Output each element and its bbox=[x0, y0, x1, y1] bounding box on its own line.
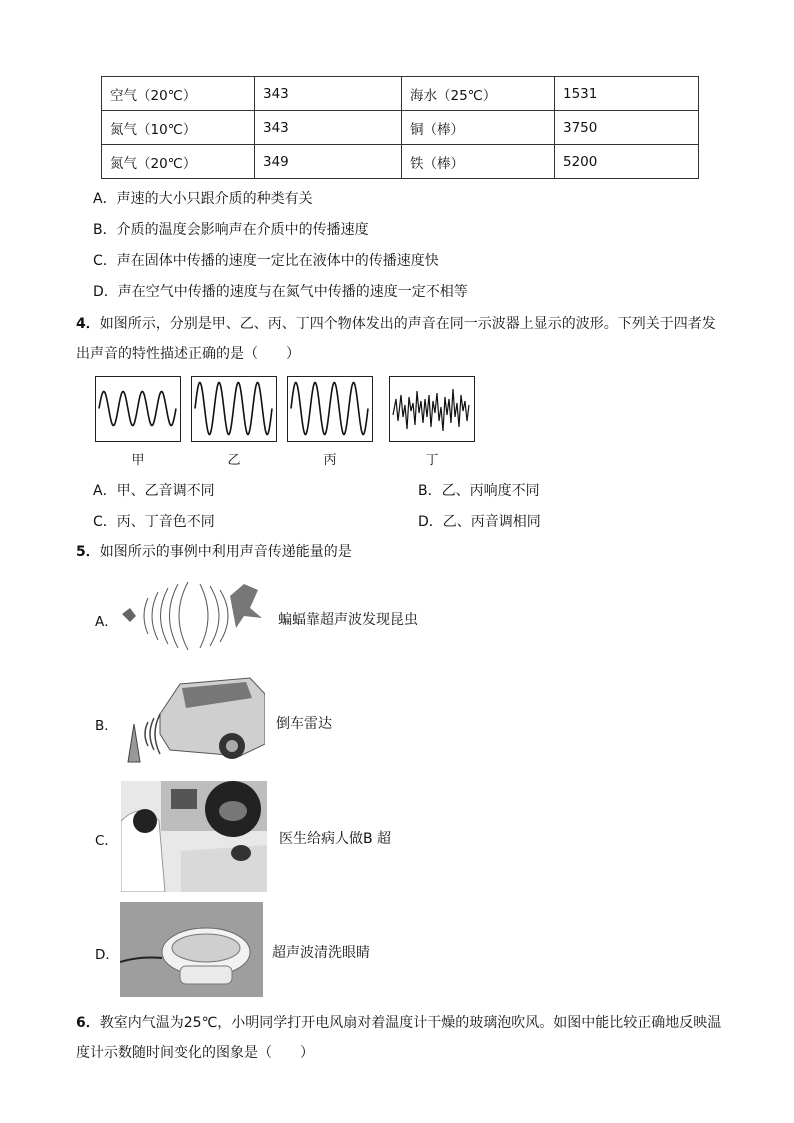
q3-option-d: D．声在空气中传播的速度与在氮气中传播的速度一定不相等 bbox=[93, 284, 468, 300]
q5-text: 如图所示的事例中利用声音传递能量的是 bbox=[99, 544, 352, 560]
table-row bbox=[102, 145, 699, 179]
q5-option-d-letter: D． bbox=[95, 947, 119, 963]
q5-stem bbox=[76, 541, 352, 561]
q5-option-c-letter: C． bbox=[95, 833, 118, 849]
table-cell: 氮气（10℃） bbox=[102, 111, 255, 145]
q6-stem-line1 bbox=[76, 1012, 721, 1032]
table-cell: 343 bbox=[255, 77, 402, 111]
table-cell: 海水（25℃） bbox=[402, 77, 555, 111]
q5-option-c-caption: 医生给病人做B 超 bbox=[279, 831, 392, 847]
q5-option-b-letter: B． bbox=[95, 718, 118, 734]
q3-option-b: B．介质的温度会影响声在介质中的传播速度 bbox=[93, 222, 369, 238]
q5-option-a-caption: 蝙蝠靠超声波发现昆虫 bbox=[278, 612, 418, 628]
q4-option-b: B．乙、丙响度不同 bbox=[418, 483, 540, 499]
question-number: 4． bbox=[76, 316, 100, 332]
question-number: 6． bbox=[76, 1015, 100, 1031]
waveform-ding bbox=[389, 376, 475, 442]
reversing-radar-image bbox=[120, 674, 265, 770]
q3-option-a: A．声速的大小只跟介质的种类有关 bbox=[93, 191, 313, 207]
table-cell: 343 bbox=[255, 111, 402, 145]
waveform-label-ding: 丁 bbox=[425, 453, 439, 468]
b-ultrasound-image bbox=[121, 781, 267, 892]
question-number: 5． bbox=[76, 544, 100, 560]
waveform-label-yi: 乙 bbox=[227, 453, 241, 468]
table-cell: 铜（棒） bbox=[402, 111, 555, 145]
q5-option-d-caption: 超声波清洗眼睛 bbox=[272, 945, 370, 961]
ultrasonic-cleaner-image bbox=[120, 902, 263, 997]
waveform-yi bbox=[191, 376, 277, 442]
table-row bbox=[102, 111, 699, 145]
q4-option-c: C．丙、丁音色不同 bbox=[93, 514, 215, 530]
table-cell: 349 bbox=[255, 145, 402, 179]
waveform-jia bbox=[95, 376, 181, 442]
q6-stem-line2: 度计示数随时间变化的图象是（ ） bbox=[76, 1045, 314, 1061]
q5-option-b-caption: 倒车雷达 bbox=[276, 716, 332, 732]
bat-ultrasound-image bbox=[118, 578, 266, 654]
table-cell: 铁（棒） bbox=[402, 145, 555, 179]
q5-option-a-letter: A． bbox=[95, 614, 118, 630]
sound-speed-table bbox=[101, 76, 699, 179]
q4-option-d: D．乙、丙音调相同 bbox=[418, 514, 541, 530]
q4-text: 如图所示，分别是甲、乙、丙、丁四个物体发出的声音在同一示波器上显示的波形。下列关于四者发 bbox=[99, 316, 716, 332]
table-cell: 空气（20℃） bbox=[102, 77, 255, 111]
q6-text: 教室内气温为25℃，小明同学打开电风扇对着温度计干燥的玻璃泡吹风。如图中能比较正确地反映温 bbox=[99, 1015, 722, 1031]
table-row bbox=[102, 77, 699, 111]
q4-stem-line1 bbox=[76, 313, 716, 333]
q4-stem-line2: 出声音的特性描述正确的是（ ） bbox=[76, 346, 300, 362]
table-cell: 3750 bbox=[555, 111, 699, 145]
waveform-bing bbox=[287, 376, 373, 442]
table-cell: 氮气（20℃） bbox=[102, 145, 255, 179]
q4-option-a: A．甲、乙音调不同 bbox=[93, 483, 215, 499]
waveform-label-bing: 丙 bbox=[323, 453, 337, 468]
table-cell: 1531 bbox=[555, 77, 699, 111]
table-cell: 5200 bbox=[555, 145, 699, 179]
q3-option-c: C．声在固体中传播的速度一定比在液体中的传播速度快 bbox=[93, 253, 439, 269]
waveform-label-jia: 甲 bbox=[131, 453, 145, 468]
